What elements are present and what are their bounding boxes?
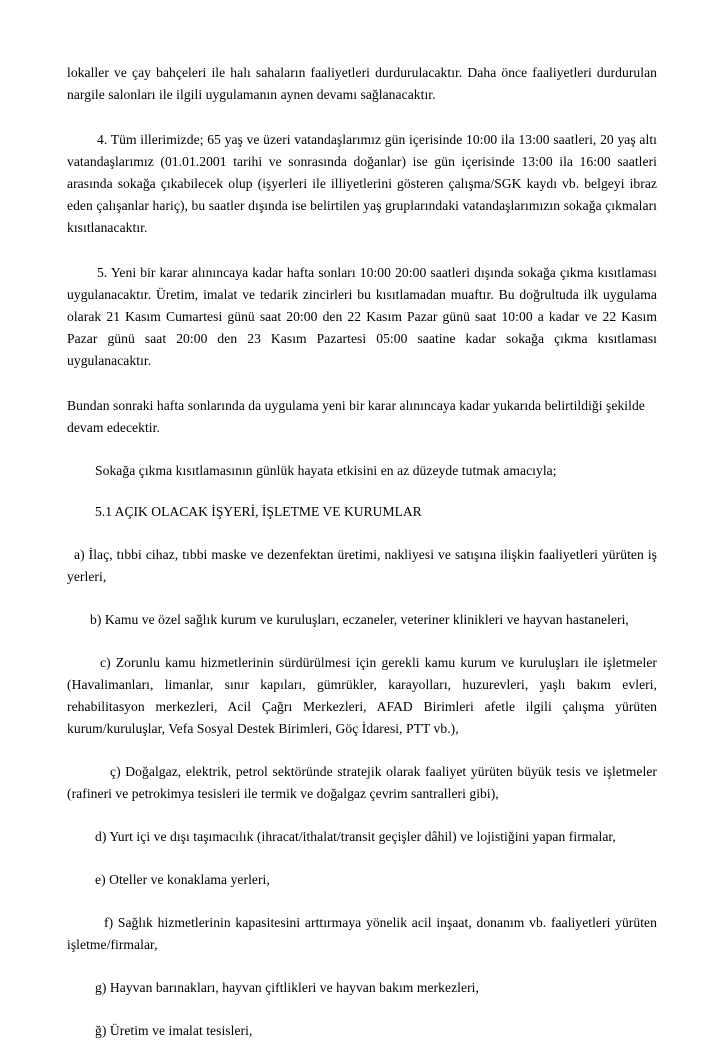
list-item-g-breve: ğ) Üretim ve imalat tesisleri, (95, 1023, 253, 1038)
paragraph-item-5: 5. Yeni bir karar alınıncaya kadar hafta sonları 10:00 20:00 saatleri dışında sokağa çıkma kısıtlaması uygulanacaktır. Üretim, imalat ve tedarik zincirleri bu kısıtlamadan muaftır. Bu doğrultuda ilk uygulama olarak 21 Kasım Cumartesi günü saat 20:00 den 22 Kasım Pazar günü saat 10:00 a kadar ve 22 Kasım Pazar günü saat 20:00 den 23 Kasım Pazartesi 05:00 saatine kadar sokağa çıkma kısıtlaması uygulanacaktır. (67, 265, 657, 368)
block-spacer (67, 239, 657, 262)
paragraph-bundan-sonraki: Bundan sonraki hafta sonlarında da uygulama yeni bir karar alınıncaya kadar yukarıda belirtildiği şekilde devam edecektir. (67, 398, 645, 435)
block-spacer (67, 740, 657, 761)
block-spacer (67, 999, 657, 1020)
list-item-d: d) Yurt içi ve dışı taşımacılık (ihracat/ithalat/transit geçişler dâhil) ve lojistiğini yapan firmalar, (95, 829, 616, 844)
paragraph-item-4: 4. Tüm illerimizde; 65 yaş ve üzeri vatandaşlarımız gün içerisinde 10:00 ila 13:00 saatleri, 20 yaş altı vatandaşlarımız (01.01.2001 tarihi ve sonrasında doğanlar) ise gün içerisinde 13:00 ila 16:00 saatleri arasında sokağa çıkabilecek olup (işyerleri ile illiyetlerini gösteren çalışma/SGK kaydı vb. belgeyi ibraz eden çalışanlar hariç), bu saatler dışında ise belirtilen yaş gruplarındaki vatandaşlarımızın sokağa çıkmaları kısıtlanacaktır. (67, 132, 657, 235)
heading-section-5-1: 5.1 AÇIK OLACAK İŞYERİ, İŞLETME VE KURUMLAR (95, 504, 422, 519)
document-body (67, 62, 657, 1042)
list-item-c-cedilla: ç) Doğalgaz, elektrik, petrol sektöründe stratejik olarak faaliyet yürüten büyük tesis ve işletmeler (rafineri ve petrokimya tesisleri ile termik ve doğalgaz çevrim santralleri gibi), (67, 764, 657, 801)
paragraph-amac: Sokağa çıkma kısıtlamasının günlük hayata etkisini en az düzeyde tutmak amacıyla; (95, 463, 557, 478)
list-item-e: e) Oteller ve konaklama yerleri, (95, 872, 270, 887)
list-item-b: b) Kamu ve özel sağlık kurum ve kuruluşları, eczaneler, veteriner klinikleri ve hayvan hastaneleri, (90, 612, 629, 627)
block-spacer (67, 891, 657, 912)
list-item-f: f) Sağlık hizmetlerinin kapasitesini arttırmaya yönelik acil inşaat, donanım vb. faaliyetleri yürüten işletme/firmalar, (67, 915, 657, 952)
block-spacer (67, 805, 657, 826)
block-spacer (67, 439, 657, 460)
block-spacer (67, 523, 657, 544)
paragraph-lokaller: lokaller ve çay bahçeleri ile halı sahaların faaliyetleri durdurulacaktır. Daha önce faaliyetleri durdurulan nargile salonları ile ilgili uygulamanın aynen devamı sağlanacaktır. (67, 65, 657, 102)
block-spacer (67, 848, 657, 869)
list-item-a: a) İlaç, tıbbi cihaz, tıbbi maske ve dezenfektan üretimi, nakliyesi ve satışına ilişkin faaliyetleri yürüten iş yerleri, (67, 547, 657, 584)
list-item-c: c) Zorunlu kamu hizmetlerinin sürdürülmesi için gerekli kamu kurum ve kuruluşları ile işletmeler (Havalimanları, limanlar, sınır kapıları, gümrükler, karayolları, huzurevleri, yaşlı bakım evleri, rehabilitasyon merkezleri, Acil Çağrı Merkezleri, AFAD Birimleri afetle ilgili çalışma yürüten kurum/kuruluşlar, Vefa Sosyal Destek Birimleri, Göç İdaresi, PTT vb.), (67, 655, 657, 736)
block-spacer (67, 482, 657, 501)
block-spacer (67, 372, 657, 395)
block-spacer (67, 631, 657, 652)
list-item-g: g) Hayvan barınakları, hayvan çiftlikleri ve hayvan bakım merkezleri, (95, 980, 479, 995)
block-spacer (67, 956, 657, 977)
block-spacer (67, 588, 657, 609)
block-spacer (67, 106, 657, 129)
